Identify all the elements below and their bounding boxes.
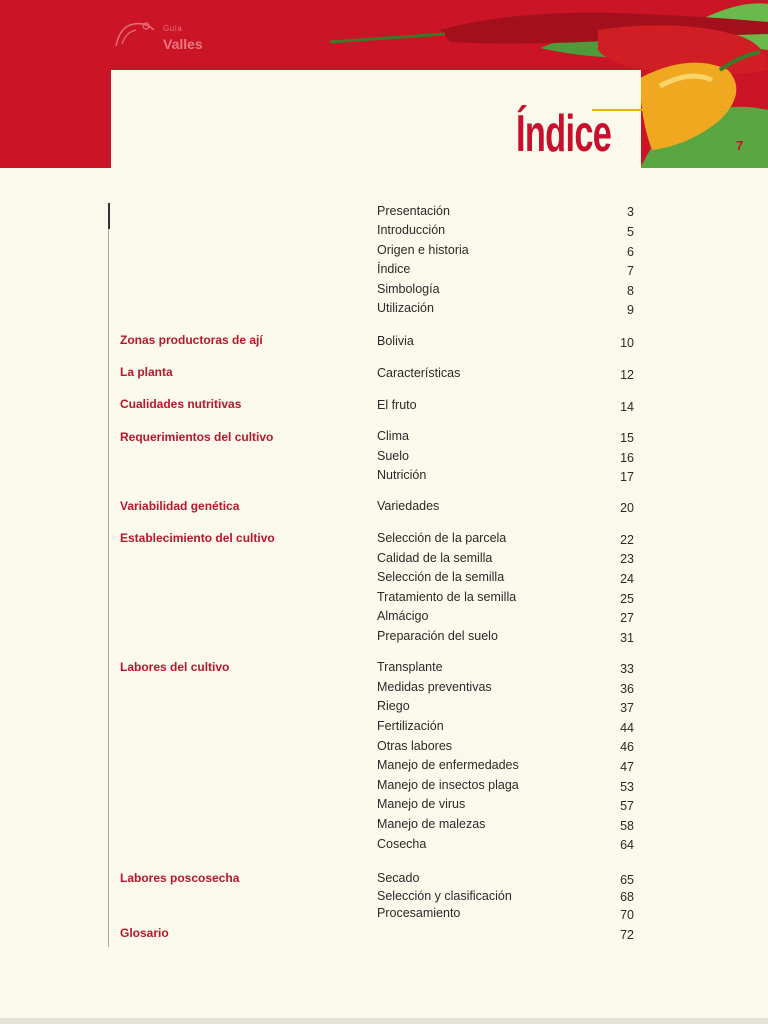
toc-entry-page: 65 — [620, 873, 634, 887]
section-label: Zonas productoras de ají — [120, 333, 263, 347]
section-label: Establecimiento del cultivo — [120, 531, 275, 545]
toc-entry-title: Manejo de insectos plaga — [377, 778, 519, 792]
toc-entry-page: 7 — [627, 264, 634, 278]
toc-entry-title: Almácigo — [377, 609, 429, 623]
toc-entry-page: 23 — [620, 552, 634, 566]
toc-entry-page: 10 — [620, 336, 634, 350]
toc-entry-title: Transplante — [377, 660, 443, 674]
toc-entry-title: Manejo de virus — [377, 797, 466, 811]
toc-entry-title: Manejo de enfermedades — [377, 758, 519, 772]
toc-entry-title: Otras labores — [377, 739, 453, 753]
toc-entry-title: Preparación del suelo — [377, 629, 498, 643]
toc-entry-page: 3 — [627, 205, 634, 219]
toc-entry-page: 36 — [620, 682, 634, 696]
toc-entry-page: 44 — [620, 721, 634, 735]
toc-entry-page: 20 — [620, 501, 634, 515]
toc-entry-page: 27 — [620, 611, 634, 625]
toc-entry-title: Introducción — [377, 223, 446, 237]
toc-entry-title: Calidad de la semilla — [377, 551, 493, 565]
toc-entry-page: 58 — [620, 819, 634, 833]
stem-shape — [330, 34, 445, 42]
toc-entry-title: Selección y clasificación — [377, 889, 512, 903]
toc-entry-title: Fertilización — [377, 719, 444, 733]
left-rule — [108, 205, 109, 947]
toc-entry-title: Tratamiento de la semilla — [377, 590, 517, 604]
toc-entry-title: El fruto — [377, 398, 417, 412]
toc-entry-title: Presentación — [377, 204, 450, 218]
page-bottom-edge — [0, 1018, 768, 1024]
toc-entry-page: 16 — [620, 451, 634, 465]
section-label: Glosario — [120, 926, 169, 940]
section-label: Labores del cultivo — [120, 660, 230, 674]
toc-entry-title: Características — [377, 366, 461, 380]
toc-entry-title: Simbología — [377, 282, 440, 296]
toc-entry-page: 25 — [620, 592, 634, 606]
toc-entry-page: 33 — [620, 662, 634, 676]
toc-entry-title: Manejo de malezas — [377, 817, 486, 831]
section-label: Labores poscosecha — [120, 871, 240, 885]
toc-entry-page: 37 — [620, 701, 634, 715]
toc-entry-title: Selección de la semilla — [377, 570, 505, 584]
toc-entry-page: 14 — [620, 400, 634, 414]
toc-entry-title: Cosecha — [377, 837, 427, 851]
toc-entry-page: 17 — [620, 470, 634, 484]
toc-entry-page: 5 — [627, 225, 634, 239]
toc-entry-title: Índice — [377, 262, 411, 276]
logo-text: Valles — [163, 36, 203, 52]
toc-entry-title: Nutrición — [377, 468, 427, 482]
page-title: Índice — [516, 105, 612, 163]
toc-entry-page: 64 — [620, 838, 634, 852]
toc-entry-page: 68 — [620, 890, 634, 904]
section-label: Cualidades nutritivas — [120, 397, 242, 411]
toc-entry-title: Procesamiento — [377, 906, 461, 920]
toc-entry-page: 70 — [620, 908, 634, 922]
toc-entry-page: 12 — [620, 368, 634, 382]
toc-entry-title: Utilización — [377, 301, 434, 315]
toc-entry-page: 46 — [620, 740, 634, 754]
toc-entry-title: Clima — [377, 429, 409, 443]
toc-entry-page: 57 — [620, 799, 634, 813]
toc-entry-title: Selección de la parcela — [377, 531, 507, 545]
toc-entry-title: Medidas preventivas — [377, 680, 492, 694]
toc-entry-title: Bolivia — [377, 334, 414, 348]
logo-mark-icon — [112, 16, 158, 52]
toc-entry-title: Variedades — [377, 499, 440, 513]
toc-entry-page: 72 — [620, 928, 634, 942]
toc-entry-title: Riego — [377, 699, 410, 713]
toc-entry-page: 6 — [627, 245, 634, 259]
toc-entry-page: 15 — [620, 431, 634, 445]
page-number: 7 — [736, 138, 744, 153]
left-rule-marker — [108, 203, 110, 229]
toc-entry-page: 31 — [620, 631, 634, 645]
toc-entry-page: 8 — [627, 284, 634, 298]
toc-entry-title: Suelo — [377, 449, 409, 463]
section-label: Requerimientos del cultivo — [120, 430, 274, 444]
toc-entry-title: Secado — [377, 871, 420, 885]
toc-entry-page: 47 — [620, 760, 634, 774]
toc-entry-page: 53 — [620, 780, 634, 794]
section-label: La planta — [120, 365, 173, 379]
toc-entry-title: Origen e historia — [377, 243, 469, 257]
toc-entry-page: 24 — [620, 572, 634, 586]
logo-small-text: Guía — [163, 24, 183, 33]
toc-entry-page: 9 — [627, 303, 634, 317]
section-label: Variabilidad genética — [120, 499, 240, 513]
toc-entry-page: 22 — [620, 533, 634, 547]
